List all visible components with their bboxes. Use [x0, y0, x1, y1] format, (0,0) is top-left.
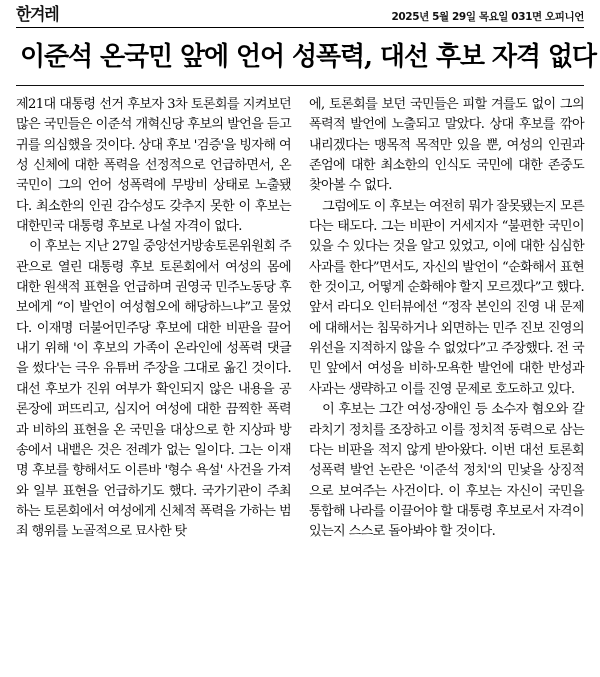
paragraph: 이 후보는 지난 27일 중앙선거방송토론위원회 주관으로 열린 대통령 후보 토론회에서 여성의 몸에 대한 원색적 표현을 언급하며 권영국 민주노동당 후보에게 “이 발언이 여성혐오에 해당하느냐”고 물었다. 이재명 더불어민주당 후보에 대한 비판을 끌어내기 위해 '이 후보의 가족이 온라인에 성폭력 댓글을 썼다'는 극우 유튜버 주장을 그대로 옮긴 것이다. 대선 후보가 진위 여부가 확인되지 않은 내용을 공론장에 퍼뜨리고, 심지어 여성에 대한 끔찍한 폭력과 비하의 표현을 온 국민을 대상으로 한 지상파 방송에서 내뱉은 것은 전례가 없는 일이다. 그는 이재명 후보를 향해서도 이른바 '형수 욕설' 사건을 가져와 일부 표현을 언급하기도 했다. 국가기관이 주최하는 토론회에서 여성에게 신체적 폭력을 가하는 범죄 행위를 노골적으로 묘사한 탓	[16, 239, 291, 540]
masthead-divider	[16, 27, 584, 28]
column-left	[16, 95, 291, 543]
paragraph: 제21대 대통령 선거 후보자 3차 토론회를 지켜보던 많은 국민들은 이준석 개혁신당 후보의 발언을 듣고 귀를 의심했을 것이다. 상대 후보 '검증'을 빙자해 여성 신체에 대한 폭력을 선정적으로 언급하면서, 온 국민이 그의 언어 성폭력에 무방비 상태로 노출됐다. 최소한의 인권 감수성도 갖추지 못한 이 후보는 대한민국 대통령 후보로 나설 자격이 없다.	[16, 97, 291, 235]
article-headline: 이준석 온국민 앞에 언어 성폭력, 대선 후보 자격 없다	[20, 42, 596, 72]
dateline: 2025년 5월 29일 목요일 031면 오피니언	[391, 11, 584, 23]
hankyoreh-logo: 한겨레	[16, 5, 59, 25]
article-body	[16, 95, 584, 543]
paragraph: 그럼에도 이 후보는 여전히 뭐가 잘못됐는지 모른다는 태도다. 그는 비판이 거세지자 “불편한 국민이 있을 수 있다는 것을 알고 있었고, 이에 대한 심심한 사과를 한다”면서도, 자신의 발언이 “순화해서 표현한 것이고, 어떻게 순화해야 할지 모르겠다”고 했다. 앞서 라디오 인터뷰에선 “정작 본인의 진영 내 문제에 대해서는 침묵하거나 외면하는 민주 진보 진영의 위선을 지적하지 않을 수 없었다”고 주장했다. 전 국민 앞에서 여성을 비하·모욕한 발언에 대한 반성과 사과는 생략하고 이를 진영 문제로 호도하고 있다.	[309, 198, 584, 397]
headline-divider	[16, 85, 584, 86]
column-right	[309, 95, 584, 543]
paragraph: 에, 토론회를 보던 국민들은 피할 겨를도 없이 그의 폭력적 발언에 노출되고 말았다. 상대 후보를 깎아내리겠다는 맹목적 목적만 있을 뿐, 여성의 인권과 존엄에 대한 최소한의 인식도 국민에 대한 존중도 찾아볼 수 없다.	[309, 97, 584, 194]
paragraph: 이 후보는 그간 여성·장애인 등 소수자 혐오와 갈라치기 정치를 조장하고 이를 정치적 동력으로 삼는다는 비판을 적지 않게 받아왔다. 이번 대선 토론회 성폭력 발언 논란은 '이준석 정치'의 민낯을 상징적으로 보여주는 사건이다. 이 후보는 자신이 국민을 통합해 나라를 이끌어야 할 대통령 후보로서 자격이 있는지 스스로 돌아봐야 할 것이다.	[309, 402, 584, 540]
masthead	[16, 0, 584, 24]
